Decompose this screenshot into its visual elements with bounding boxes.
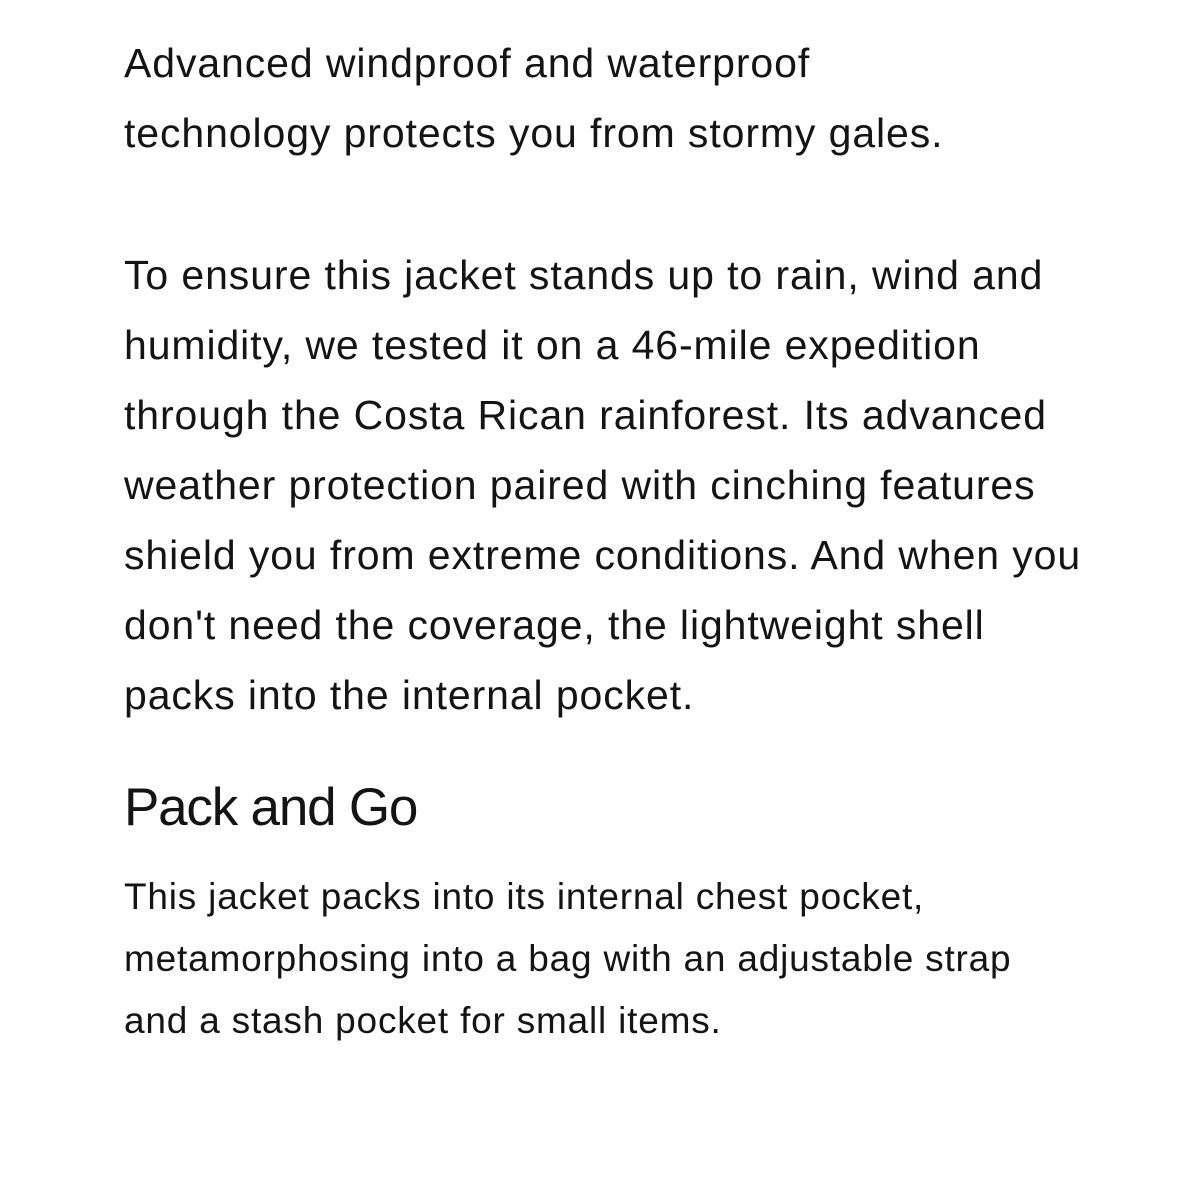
intro-paragraph: Advanced windproof and waterproof technology protects you from stormy gales. [124,40,944,156]
section-heading: Pack and Go [124,778,418,837]
product-description [124,28,1084,1052]
pack-and-go-paragraph: This jacket packs into its internal chest pocket, metamorphosing into a bag with an adjustable strap and a stash pocket for small items. [124,876,1012,1041]
testing-paragraph: To ensure this jacket stands up to rain, wind and humidity, we tested it on a 46-mile expedition through the Costa Rican rainforest. Its advanced weather protection paired with cinching features shield you from extreme conditions. And when you don't need the coverage, the lightweight shell packs into the internal pocket. [124,252,1082,718]
